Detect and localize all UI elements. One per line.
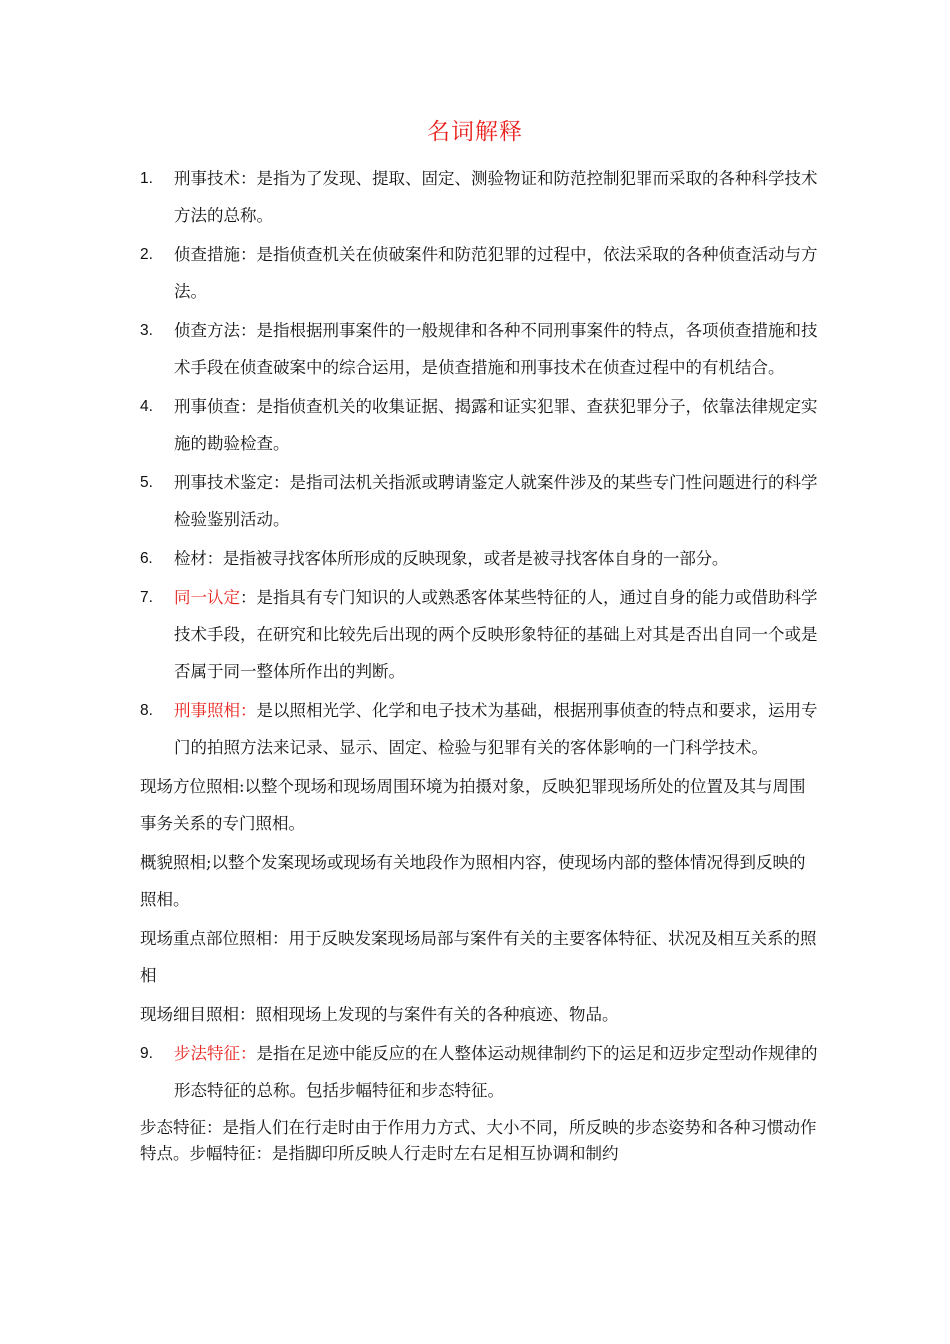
list-item	[140, 1035, 820, 1109]
definition: 是指根据刑事案件的一般规律和各种不同刑事案件的特点，各项侦查措施和技术手段在侦查破案中的综合运用，是侦查措施和刑事技术在侦查过程中的有机结合。	[174, 321, 818, 377]
list-item	[140, 579, 820, 690]
highlighted-term: 刑事照相：	[174, 701, 257, 720]
highlighted-term: 同一认定	[174, 588, 240, 607]
term: 检材	[174, 549, 207, 568]
term: 刑事侦查	[174, 397, 240, 416]
paragraph-location-photo: 现场方位照相:以整个现场和现场周围环境为拍摄对象，反映犯罪现场所处的位置及其与周围事务关系的专门照相。	[140, 777, 806, 833]
term-separator: ：	[206, 549, 223, 568]
item-number: 5.	[140, 474, 153, 491]
term-separator: ：	[273, 473, 290, 492]
definition: 是指司法机关指派或聘请鉴定人就案件涉及的某些专门性问题进行的科学检验鉴别活动。	[174, 473, 818, 529]
paragraph-key-area-photo: 现场重点部位照相：用于反映发案现场局部与案件有关的主要客体特征、状况及相互关系的照相	[140, 929, 817, 985]
item-number: 7.	[140, 589, 153, 606]
list-item	[140, 388, 820, 462]
definition: 是指侦查机关在侦破案件和防范犯罪的过程中，依法采取的各种侦查活动与方法。	[174, 245, 818, 301]
highlighted-term: 步法特征：	[174, 1044, 257, 1063]
definition: 是指为了发现、提取、固定、测验物证和防范控制犯罪而采取的各种科学技术方法的总称。	[174, 169, 818, 225]
list-item	[140, 692, 820, 766]
document-body	[140, 160, 820, 1167]
item-number: 9.	[140, 1045, 153, 1062]
item-number: 1.	[140, 170, 153, 187]
term: 刑事技术	[174, 169, 240, 188]
list-item	[140, 464, 820, 538]
definition: 是指具有专门知识的人或熟悉客体某些特征的人，通过自身的能力或借助科学技术手段，在研究和比较先后出现的两个反映形象特征的基础上对其是否出自同一个或是否属于同一整体所作出的判断。	[174, 588, 818, 681]
term-separator: ：	[240, 321, 257, 340]
term-separator: ：	[240, 397, 257, 416]
list-item	[140, 160, 820, 234]
paragraph-gait-features: 步态特征：是指人们在行走时由于作用力方式、大小不同，所反映的步态姿势和各种习惯动作特点。步幅特征：是指脚印所反映人行走时左右足相互协调和制约	[140, 1118, 817, 1163]
term: 刑事技术鉴定	[174, 473, 273, 492]
item-number: 4.	[140, 398, 153, 415]
term-separator: ：	[240, 245, 257, 264]
item-number: 6.	[140, 550, 153, 567]
term-separator: ：	[240, 588, 257, 607]
item-number: 3.	[140, 322, 153, 339]
list-item	[140, 236, 820, 310]
paragraph-overview-photo: 概貌照相;以整个发案现场或现场有关地段作为照相内容，使现场内部的整体情况得到反映的照相。	[140, 853, 806, 909]
list-item	[140, 312, 820, 386]
definition: 是指被寻找客体所形成的反映现象，或者是被寻找客体自身的一部分。	[222, 549, 729, 568]
list-item	[140, 540, 820, 577]
item-number: 2.	[140, 246, 153, 263]
item-number: 8.	[140, 702, 153, 719]
page-title: 名词解释	[427, 119, 523, 145]
definition: 是以照相光学、化学和电子技术为基础，根据刑事侦查的特点和要求，运用专门的拍照方法来记录、显示、固定、检验与犯罪有关的客体影响的一门科学技术。	[174, 701, 818, 757]
paragraph-detail-photo: 现场细目照相：照相现场上发现的与案件有关的各种痕迹、物品。	[140, 1005, 619, 1024]
term: 侦查措施	[174, 245, 240, 264]
term-list-continued	[140, 1035, 820, 1109]
term-separator: ：	[240, 169, 257, 188]
term: 侦查方法	[174, 321, 240, 340]
definition: 是指侦查机关的收集证据、揭露和证实犯罪、查获犯罪分子，依靠法律规定实施的勘验检查。	[174, 397, 818, 453]
term-list	[140, 160, 820, 766]
definition: 是指在足迹中能反应的在人整体运动规律制约下的运足和迈步定型动作规律的形态特征的总称。包括步幅特征和步态特征。	[174, 1044, 818, 1100]
